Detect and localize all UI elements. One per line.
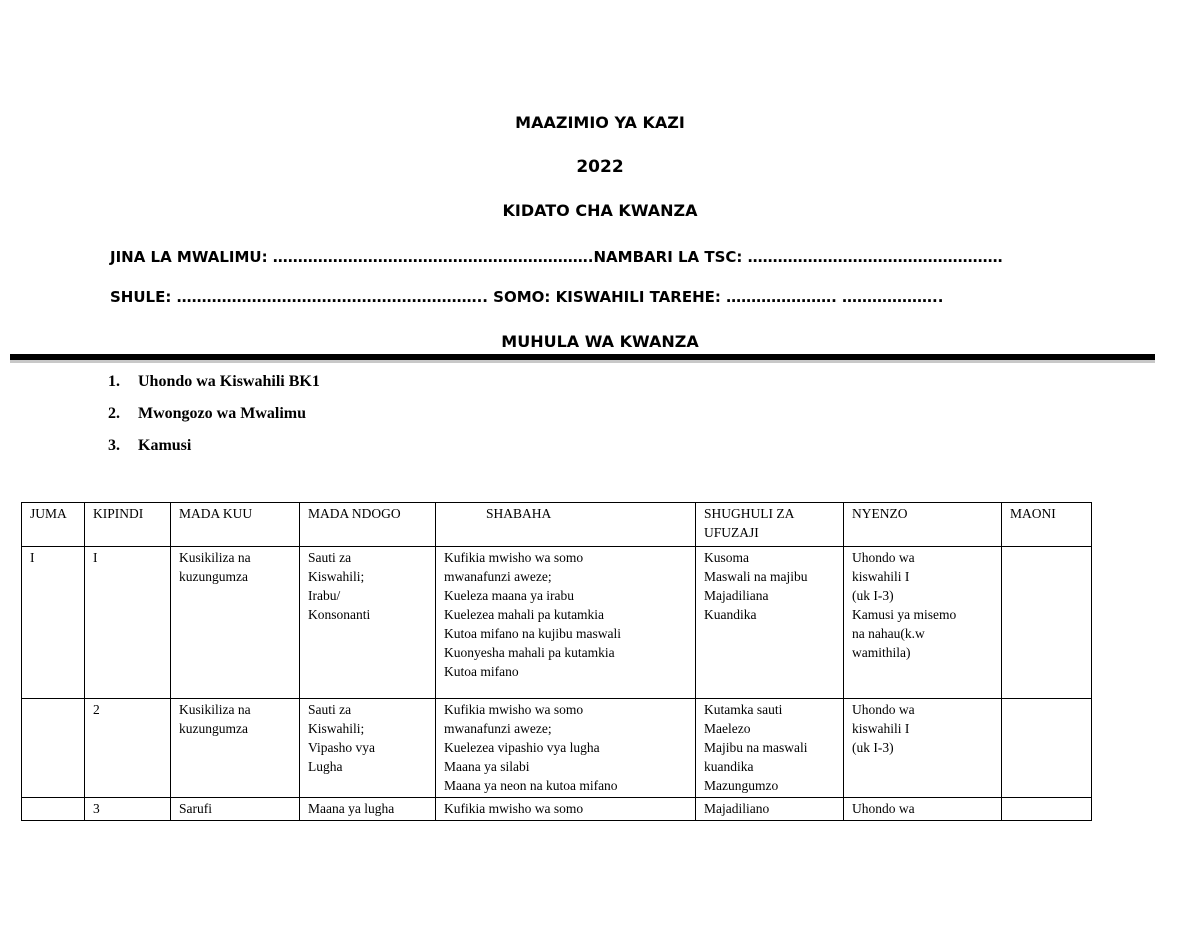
cell-shabaha [436,798,696,821]
cell-text-line: Kiswahili; [308,569,365,584]
cell-text-line: kiswahili I [852,569,910,584]
school-subject-date-line: SHULE: …………………………………………………….. SOMO: KISWAHILI TAREHE: …………………. ……………….. [110,288,944,306]
scheme-of-work-table [21,502,1092,821]
cell-text-line: Kusikiliza na [179,702,251,717]
cell-text-line: na nahau(k.w [852,626,925,641]
cell-text-line: Kamusi ya misemo [852,607,957,622]
table-row [22,798,1092,821]
header-mada-kuu: MADA KUU [171,503,300,547]
cell-text-line: Vipasho vya [308,740,376,755]
table-row [22,699,1092,798]
cell-text-line: Uhondo wa [852,550,915,565]
header-mada-ndogo: MADA NDOGO [300,503,436,547]
cell-juma [22,798,85,821]
reference-list [108,372,320,468]
cell-text-line: Sauti za [308,702,352,717]
document-year: 2022 [576,157,624,177]
cell-text-line: 3 [93,801,100,816]
cell-text-line: Mazungumzo [704,778,779,793]
cell-shabaha [436,699,696,798]
cell-text-line: Maswali na majibu [704,569,808,584]
header-shughuli: SHUGHULI ZA UFUZAJI [696,503,844,547]
cell-nyenzo [844,547,1002,699]
table-row [22,547,1092,699]
document-title: MAAZIMIO YA KAZI [515,113,685,132]
teacher-tsc-line: JINA LA MWALIMU: ……………………………………………………….NAMBARI LA TSC: …………………………………………… [110,248,1003,266]
cell-text-line: I [30,550,35,565]
cell-text-line: mwanafunzi aweze; [444,569,552,584]
cell-text-line: kuzungumza [179,569,248,584]
cell-text-line: (uk I-3) [852,588,894,603]
cell-text-line: I [93,550,98,565]
cell-text-line: Kutamka sauti [704,702,783,717]
cell-text-line: Kufikia mwisho wa somo [444,702,584,717]
cell-text-line: Kusoma [704,550,749,565]
cell-nyenzo [844,798,1002,821]
term-heading: MUHULA WA KWANZA [501,332,699,351]
cell-text-line: Sauti za [308,550,352,565]
cell-text-line: Majibu na maswali [704,740,808,755]
form-heading: KIDATO CHA KWANZA [502,201,698,220]
cell-text-line: Kiswahili; [308,721,365,736]
cell-text-line: Kuelezea mahali pa kutamkia [444,607,605,622]
cell-text-line: Majadiliano [704,801,770,816]
cell-maoni [1002,699,1092,798]
header-maoni: MAONI [1002,503,1092,547]
cell-text-line: Kueleza maana ya irabu [444,588,575,603]
cell-shughuli [696,547,844,699]
cell-shughuli [696,798,844,821]
cell-text-line: Uhondo wa [852,702,915,717]
cell-text-line: mwanafunzi aweze; [444,721,552,736]
cell-text-line: Maana ya neon na kutoa mifano [444,778,618,793]
cell-nyenzo [844,699,1002,798]
table-header-row [22,503,1092,547]
header-juma: JUMA [22,503,85,547]
reference-item: 1. Uhondo wa Kiswahili BK1 [108,373,320,390]
cell-kipindi [85,798,171,821]
cell-mada-ndogo [300,547,436,699]
cell-text-line: Kutoa mifano na kujibu maswali [444,626,621,641]
cell-text-line: kiswahili I [852,721,910,736]
cell-mada-kuu [171,798,300,821]
cell-maoni [1002,798,1092,821]
cell-text-line: Maana ya lugha [308,801,395,816]
horizontal-divider [10,354,1155,363]
cell-juma [22,699,85,798]
cell-text-line: 2 [93,702,100,717]
cell-text-line: kuandika [704,759,754,774]
cell-text-line: Maana ya silabi [444,759,530,774]
cell-mada-kuu [171,547,300,699]
cell-mada-kuu [171,699,300,798]
cell-kipindi [85,699,171,798]
cell-text-line: Irabu/ [308,588,341,603]
cell-text-line: wamithila) [852,645,911,660]
cell-text-line: Kuelezea vipashio vya lugha [444,740,600,755]
header-nyenzo: NYENZO [844,503,1002,547]
cell-text-line: Kuandika [704,607,757,622]
cell-text-line: Kuonyesha mahali pa kutamkia [444,645,615,660]
reference-item: 3. Kamusi [108,437,192,454]
cell-juma [22,547,85,699]
cell-shabaha [436,547,696,699]
cell-text-line: Kusikiliza na [179,550,251,565]
cell-text-line: Kufikia mwisho wa somo [444,550,584,565]
cell-text-line: Kutoa mifano [444,664,519,679]
cell-shughuli [696,699,844,798]
header-shabaha: SHABAHA [436,503,696,547]
cell-kipindi [85,547,171,699]
cell-maoni [1002,547,1092,699]
cell-text-line: Lugha [308,759,343,774]
cell-mada-ndogo [300,798,436,821]
cell-text-line: Kufikia mwisho wa somo [444,801,584,816]
cell-text-line: Konsonanti [308,607,371,622]
cell-text-line: kuzungumza [179,721,248,736]
cell-text-line: Majadiliana [704,588,769,603]
cell-text-line: (uk I-3) [852,740,894,755]
header-kipindi: KIPINDI [85,503,171,547]
cell-text-line: Maelezo [704,721,751,736]
cell-text-line: Uhondo wa [852,801,915,816]
cell-mada-ndogo [300,699,436,798]
reference-item: 2. Mwongozo wa Mwalimu [108,405,306,422]
cell-text-line: Sarufi [179,801,212,816]
